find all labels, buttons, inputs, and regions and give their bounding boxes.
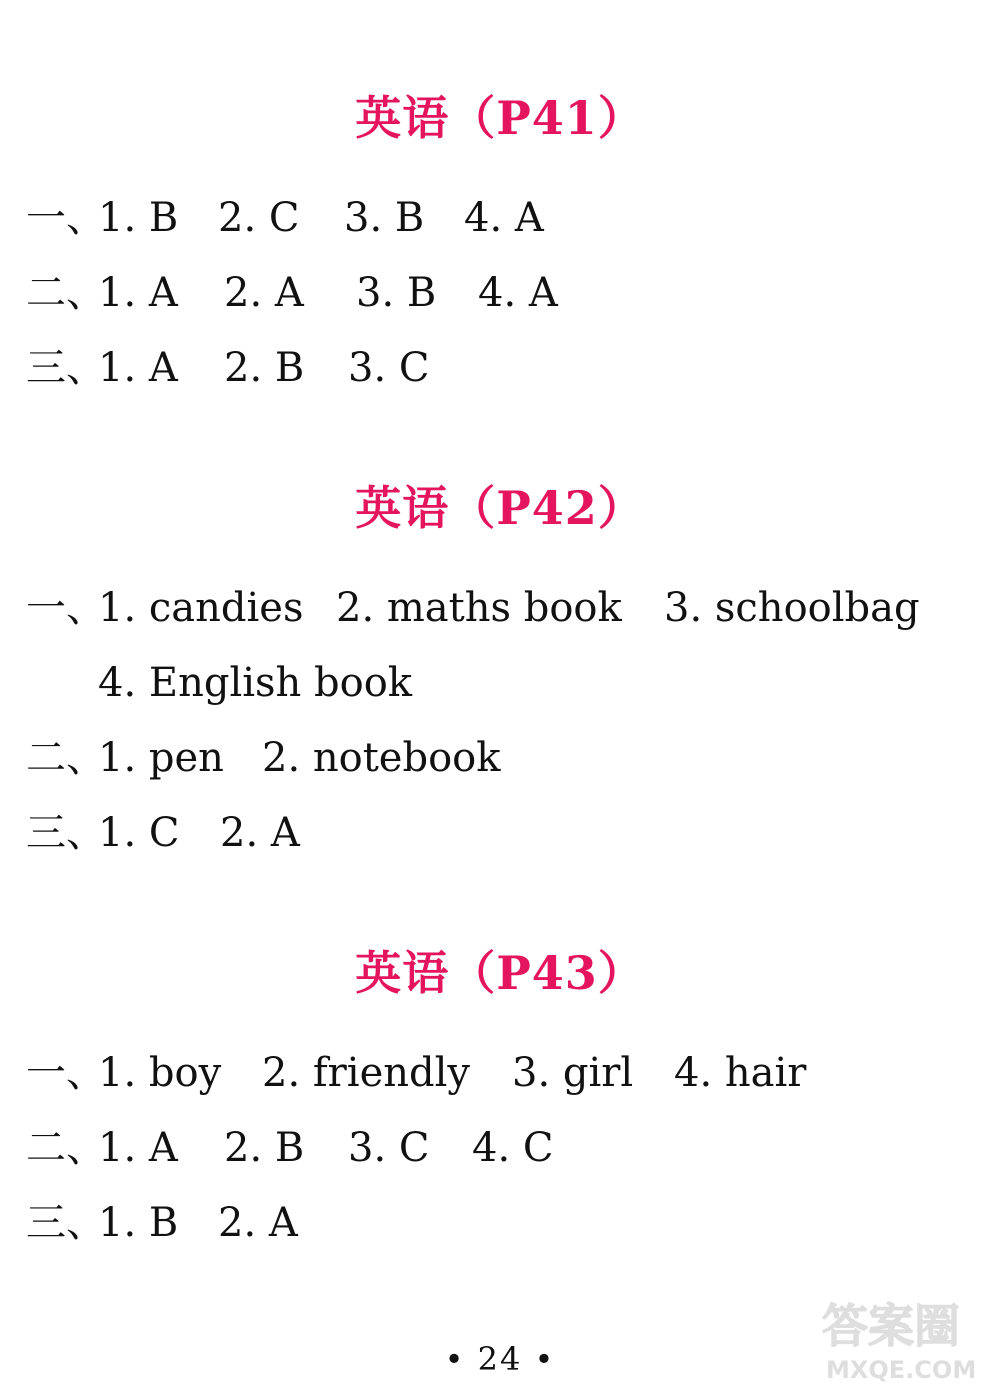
row-prefix: 一、 (26, 195, 106, 241)
answer-item: 2. maths book (336, 585, 622, 631)
answer-item: 1. B (98, 1200, 179, 1246)
row-prefix: 二、 (26, 735, 106, 781)
answer-item: 2. friendly (262, 1050, 471, 1096)
answer-item: 2. A (218, 1200, 298, 1246)
answer-item: 3. B (344, 195, 425, 241)
row-prefix: 一、 (26, 585, 106, 631)
answer-item: 2. C (218, 195, 300, 241)
answer-item: 2. B (224, 1125, 305, 1171)
answer-item: 2. A (224, 270, 304, 316)
answer-item: 4. A (478, 270, 558, 316)
answer-item: 4. English book (98, 660, 413, 706)
answer-item: 1. pen (98, 735, 224, 781)
row-prefix: 二、 (26, 1125, 106, 1171)
watermark-bottom-text: MXQE.COM (826, 1356, 977, 1384)
answer-item: 1. A (98, 345, 178, 391)
page-number: • 24 • (444, 1340, 556, 1378)
row-prefix: 一、 (26, 1050, 106, 1096)
row-prefix: 三、 (26, 810, 106, 856)
answer-item: 4. A (464, 195, 544, 241)
answer-item: 1. candies (98, 585, 304, 631)
answer-item: 3. B (356, 270, 437, 316)
row-prefix: 三、 (26, 345, 106, 391)
answer-item: 1. A (98, 270, 178, 316)
answer-item: 3. C (348, 1125, 430, 1171)
answer-item: 3. schoolbag (664, 585, 920, 631)
answer-item: 2. B (224, 345, 305, 391)
answer-item: 1. boy (98, 1050, 222, 1096)
answer-item: 4. hair (674, 1050, 807, 1096)
answer-item: 3. C (348, 345, 430, 391)
answer-item: 1. A (98, 1125, 178, 1171)
section-heading-p42: 英语（P42） (355, 481, 645, 535)
answer-item: 2. A (220, 810, 300, 856)
row-prefix: 二、 (26, 270, 106, 316)
answer-item: 1. C (98, 810, 180, 856)
answer-item: 1. B (98, 195, 179, 241)
watermark-top-text: 答案圈 (822, 1299, 960, 1353)
answer-item: 3. girl (512, 1050, 634, 1096)
answer-item: 4. C (472, 1125, 554, 1171)
section-heading-p41: 英语（P41） (355, 91, 645, 145)
watermark-logo (822, 1290, 992, 1385)
answer-item: 2. notebook (262, 735, 501, 781)
section-heading-p43: 英语（P43） (355, 946, 645, 1000)
row-prefix: 三、 (26, 1200, 106, 1246)
